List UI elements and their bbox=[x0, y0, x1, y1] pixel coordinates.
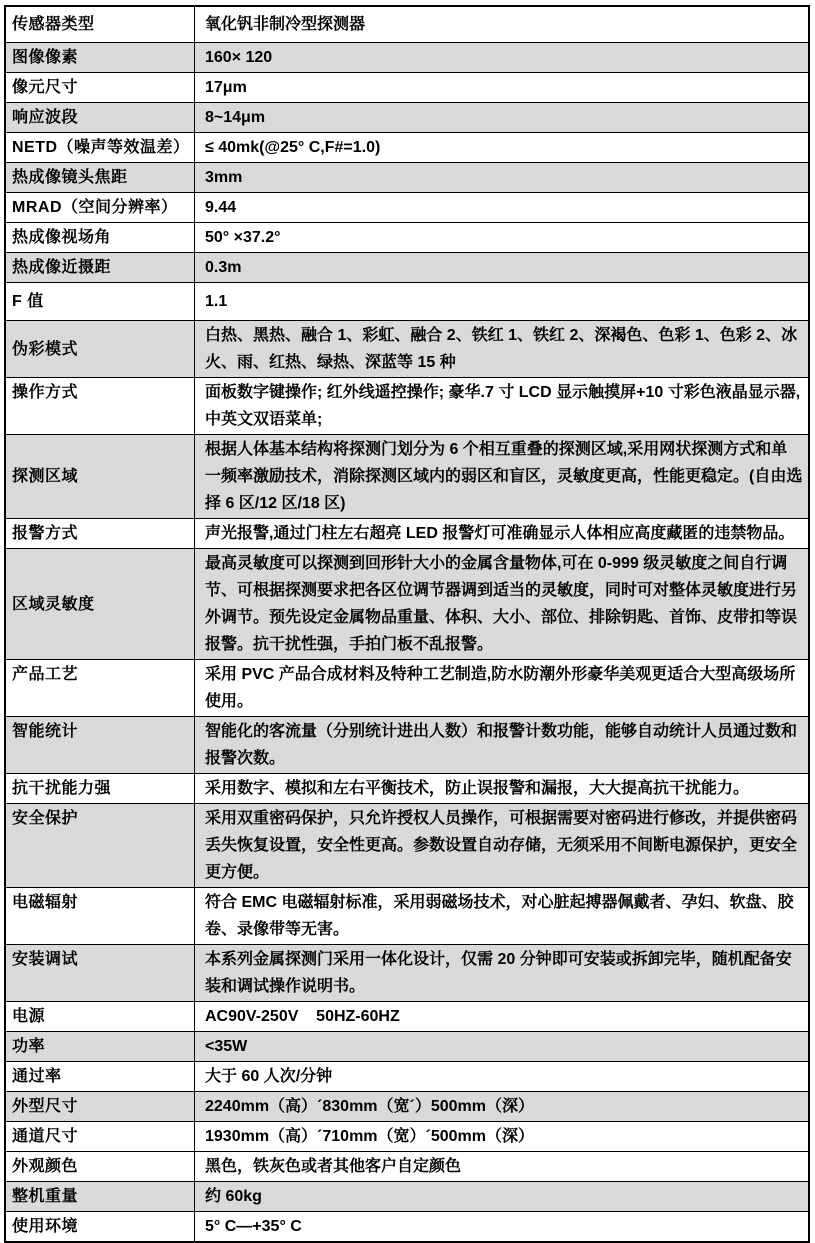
spec-label-cell: 功率 bbox=[5, 1032, 195, 1062]
spec-label-cell: 通过率 bbox=[5, 1062, 195, 1092]
spec-row bbox=[5, 283, 809, 321]
spec-value-cell: 9.44 bbox=[195, 193, 810, 223]
spec-label-cell: 响应波段 bbox=[5, 103, 195, 133]
spec-label-cell: F 值 bbox=[5, 283, 195, 321]
spec-row bbox=[5, 193, 809, 223]
spec-label-cell: 像元尺寸 bbox=[5, 73, 195, 103]
spec-row bbox=[5, 774, 809, 804]
spec-value-cell: 1930mm（高）´710mm（宽）´500mm（深） bbox=[195, 1122, 810, 1152]
spec-label-cell: 热成像视场角 bbox=[5, 223, 195, 253]
spec-row bbox=[5, 549, 809, 660]
spec-label-cell: 区域灵敏度 bbox=[5, 549, 195, 660]
spec-label-cell: 报警方式 bbox=[5, 519, 195, 549]
spec-value-cell: 白热、黑热、融合 1、彩虹、融合 2、铁红 1、铁红 2、深褐色、色彩 1、色彩 2、冰火、雨、红热、绿热、深蓝等 15 种 bbox=[195, 321, 810, 378]
spec-row bbox=[5, 660, 809, 717]
spec-label-cell: 外观颜色 bbox=[5, 1152, 195, 1182]
spec-value-cell: 采用 PVC 产品合成材料及特种工艺制造,防水防潮外形豪华美观更适合大型高级场所使用。 bbox=[195, 660, 810, 717]
spec-value-cell: 黑色，铁灰色或者其他客户自定颜色 bbox=[195, 1152, 810, 1182]
spec-row bbox=[5, 1092, 809, 1122]
spec-label-cell: NETD（噪声等效温差） bbox=[5, 133, 195, 163]
spec-value-cell: 根据人体基本结构将探测门划分为 6 个相互重叠的探测区域,采用网状探测方式和单一频率激励技术，消除探测区域内的弱区和盲区，灵敏度更高，性能更稳定。(自由选择 6 区/12 区/18 区) bbox=[195, 435, 810, 519]
spec-row bbox=[5, 888, 809, 945]
spec-row bbox=[5, 1152, 809, 1182]
spec-row bbox=[5, 945, 809, 1002]
spec-label-cell: 电源 bbox=[5, 1002, 195, 1032]
spec-value-cell: 本系列金属探测门采用一体化设计，仅需 20 分钟即可安装或拆卸完毕，随机配备安装和调试操作说明书。 bbox=[195, 945, 810, 1002]
spec-label-cell: 图像像素 bbox=[5, 43, 195, 73]
spec-row bbox=[5, 321, 809, 378]
spec-value-cell: 3mm bbox=[195, 163, 810, 193]
spec-value-cell: 8~14μm bbox=[195, 103, 810, 133]
spec-value-cell: 采用数字、模拟和左右平衡技术，防止误报警和漏报，大大提高抗干扰能力。 bbox=[195, 774, 810, 804]
spec-value-cell: 最高灵敏度可以探测到回形针大小的金属含量物体,可在 0-999 级灵敏度之间自行调节、可根据探测要求把各区位调节器调到适当的灵敏度，同时可对整体灵敏度进行另外调节。预先设定金属物品重量、体积、大小、部位、排除钥匙、首饰、皮带扣等误报警。抗干扰性强，手拍门板不乱报警。 bbox=[195, 549, 810, 660]
spec-value-cell: AC90V-250V 50HZ-60HZ bbox=[195, 1002, 810, 1032]
spec-value-cell: 声光报警,通过门柱左右超亮 LED 报警灯可准确显示人体相应高度藏匿的违禁物品。 bbox=[195, 519, 810, 549]
spec-value-cell: 0.3m bbox=[195, 253, 810, 283]
spec-row bbox=[5, 1002, 809, 1032]
spec-label-cell: 外型尺寸 bbox=[5, 1092, 195, 1122]
spec-label-cell: 传感器类型 bbox=[5, 6, 195, 43]
spec-row bbox=[5, 717, 809, 774]
spec-value-cell: <35W bbox=[195, 1032, 810, 1062]
spec-row bbox=[5, 804, 809, 888]
spec-label-cell: 操作方式 bbox=[5, 378, 195, 435]
spec-label-cell: 智能统计 bbox=[5, 717, 195, 774]
spec-value-cell: 符合 EMC 电磁辐射标准，采用弱磁场技术，对心脏起搏器佩戴者、孕妇、软盘、胶卷、录像带等无害。 bbox=[195, 888, 810, 945]
spec-value-cell: 面板数字键操作; 红外线遥控操作; 豪华.7 寸 LCD 显示触摸屏+10 寸彩色液晶显示器, 中英文双语菜单; bbox=[195, 378, 810, 435]
spec-row bbox=[5, 378, 809, 435]
spec-label-cell: 热成像近摄距 bbox=[5, 253, 195, 283]
spec-value-cell: 5° C—+35° C bbox=[195, 1212, 810, 1243]
spec-row bbox=[5, 133, 809, 163]
spec-row bbox=[5, 223, 809, 253]
spec-label-cell: 安全保护 bbox=[5, 804, 195, 888]
spec-label-cell: 使用环境 bbox=[5, 1212, 195, 1243]
spec-value-cell: ≤ 40mk(@25° C,F#=1.0) bbox=[195, 133, 810, 163]
spec-value-cell: 采用双重密码保护，只允许授权人员操作，可根据需要对密码进行修改，并提供密码丢失恢复设置，安全性更高。参数设置自动存储，无须采用不间断电源保护，更安全更方便。 bbox=[195, 804, 810, 888]
spec-row bbox=[5, 1062, 809, 1092]
spec-row bbox=[5, 435, 809, 519]
spec-value-cell: 氧化钒非制冷型探测器 bbox=[195, 6, 810, 43]
spec-table-body bbox=[5, 6, 809, 1242]
spec-label-cell: 电磁辐射 bbox=[5, 888, 195, 945]
spec-row bbox=[5, 1032, 809, 1062]
spec-label-cell: 产品工艺 bbox=[5, 660, 195, 717]
spec-row bbox=[5, 1122, 809, 1152]
spec-value-cell: 2240mm（高）´830mm（宽´）500mm（深） bbox=[195, 1092, 810, 1122]
spec-label-cell: 整机重量 bbox=[5, 1182, 195, 1212]
spec-value-cell: 大于 60 人次/分钟 bbox=[195, 1062, 810, 1092]
spec-value-cell: 50° ×37.2° bbox=[195, 223, 810, 253]
spec-value-cell: 1.1 bbox=[195, 283, 810, 321]
spec-row bbox=[5, 519, 809, 549]
spec-label-cell: 伪彩模式 bbox=[5, 321, 195, 378]
spec-value-cell: 160× 120 bbox=[195, 43, 810, 73]
spec-label-cell: MRAD（空间分辨率） bbox=[5, 193, 195, 223]
spec-label-cell: 探测区域 bbox=[5, 435, 195, 519]
spec-value-cell: 约 60kg bbox=[195, 1182, 810, 1212]
spec-label-cell: 安装调试 bbox=[5, 945, 195, 1002]
spec-value-cell: 智能化的客流量（分别统计进出人数）和报警计数功能，能够自动统计人员通过数和报警次数。 bbox=[195, 717, 810, 774]
spec-row bbox=[5, 163, 809, 193]
spec-value-cell: 17μm bbox=[195, 73, 810, 103]
spec-row bbox=[5, 43, 809, 73]
spec-row bbox=[5, 73, 809, 103]
product-spec-table bbox=[4, 5, 810, 1243]
spec-row bbox=[5, 6, 809, 43]
spec-label-cell: 抗干扰能力强 bbox=[5, 774, 195, 804]
spec-row bbox=[5, 253, 809, 283]
spec-label-cell: 通道尺寸 bbox=[5, 1122, 195, 1152]
spec-row bbox=[5, 1182, 809, 1212]
spec-label-cell: 热成像镜头焦距 bbox=[5, 163, 195, 193]
spec-row bbox=[5, 1212, 809, 1243]
spec-row bbox=[5, 103, 809, 133]
